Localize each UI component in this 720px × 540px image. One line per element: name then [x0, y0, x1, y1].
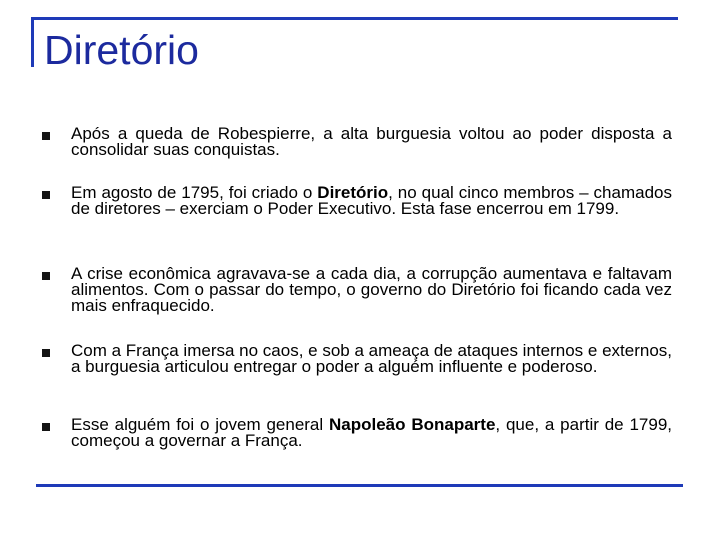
bullet-item	[40, 266, 672, 314]
bullet-text-segment: Após a queda de Robespierre, a alta burguesia voltou ao poder disposta a consolidar suas conquistas.	[71, 124, 672, 159]
square-bullet-icon	[42, 191, 50, 199]
bullet-text	[71, 185, 672, 217]
bullet-text-bold-segment: Diretório	[317, 183, 389, 202]
square-bullet-icon	[42, 349, 50, 357]
bullet-text-segment: Com a França imersa no caos, e sob a ameaça de ataques internos e externos, a burguesia articulou entregar o poder a alguém influente e poderoso.	[71, 341, 672, 376]
bullet-text-segment: , no qual cinco membros – chamados de diretores – exerciam o Poder Executivo. Esta fase encerrou em 1799.	[71, 183, 672, 218]
title-frame-top-rule	[31, 17, 678, 20]
bullet-item	[40, 185, 672, 217]
bullet-text-segment: , que, a partir de 1799, começou a governar a França.	[71, 415, 673, 450]
bullet-text	[71, 343, 672, 375]
bullet-text-segment: Em agosto de 1795, foi criado o	[71, 183, 318, 202]
bullet-text	[71, 126, 672, 158]
bullet-text	[71, 266, 672, 314]
bullet-text	[71, 417, 672, 449]
bottom-rule	[36, 484, 683, 487]
square-bullet-icon	[42, 132, 50, 140]
bullet-item	[40, 343, 672, 375]
bullet-text-segment: A crise econômica agravava-se a cada dia, a corrupção aumentava e faltavam alimentos. Com o passar do tempo, o governo do Diretório foi ficando cada vez mais enfraquecido.	[71, 264, 672, 315]
title-frame-left-rule	[31, 17, 34, 67]
bullet-item	[40, 126, 672, 158]
square-bullet-icon	[42, 272, 50, 280]
bullet-item	[40, 417, 672, 449]
square-bullet-icon	[42, 423, 50, 431]
bullet-text-segment: Esse alguém foi o jovem general	[71, 415, 329, 434]
slide-title: Diretório	[44, 27, 199, 73]
bullet-text-bold-segment: Napoleão Bonaparte	[329, 415, 496, 434]
